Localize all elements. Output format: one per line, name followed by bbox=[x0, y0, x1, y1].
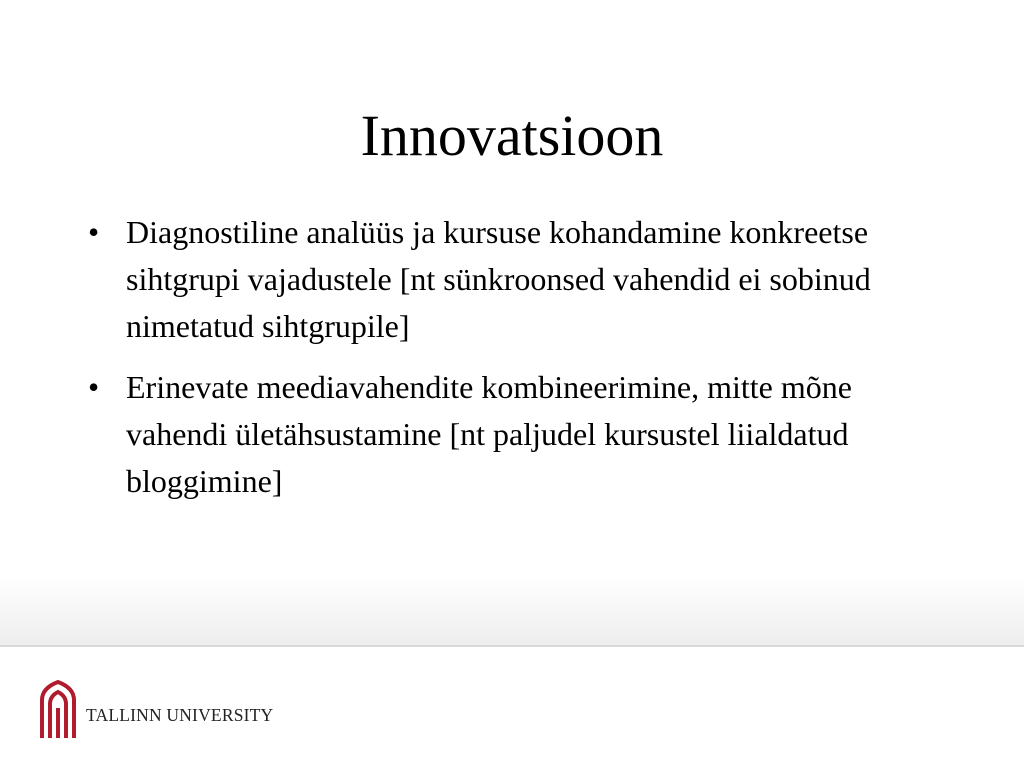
tallinn-university-arch-icon bbox=[38, 678, 78, 740]
bullet-list bbox=[88, 209, 948, 519]
bullet-icon: • bbox=[88, 369, 100, 405]
bullet-icon: • bbox=[88, 214, 100, 250]
bullet-item bbox=[88, 209, 948, 350]
footer-gradient bbox=[0, 578, 1024, 646]
bullet-text: Erinevate meediavahendite kombineerimine, mitte mõne vahendi ületähsustamine [nt paljudel kursustel liialdatud bloggimine] bbox=[126, 369, 852, 499]
logo-text: TALLINN UNIVERSITY bbox=[86, 704, 274, 725]
university-logo bbox=[38, 678, 273, 740]
bullet-item bbox=[88, 364, 948, 505]
slide-title: Innovatsioon bbox=[360, 103, 664, 168]
bullet-text: Diagnostiline analüüs ja kursuse kohandamine konkreetse sihtgrupi vajadustele [nt sünkroonsed vahendid ei sobinud nimetatud sihtgrupile] bbox=[126, 214, 871, 344]
